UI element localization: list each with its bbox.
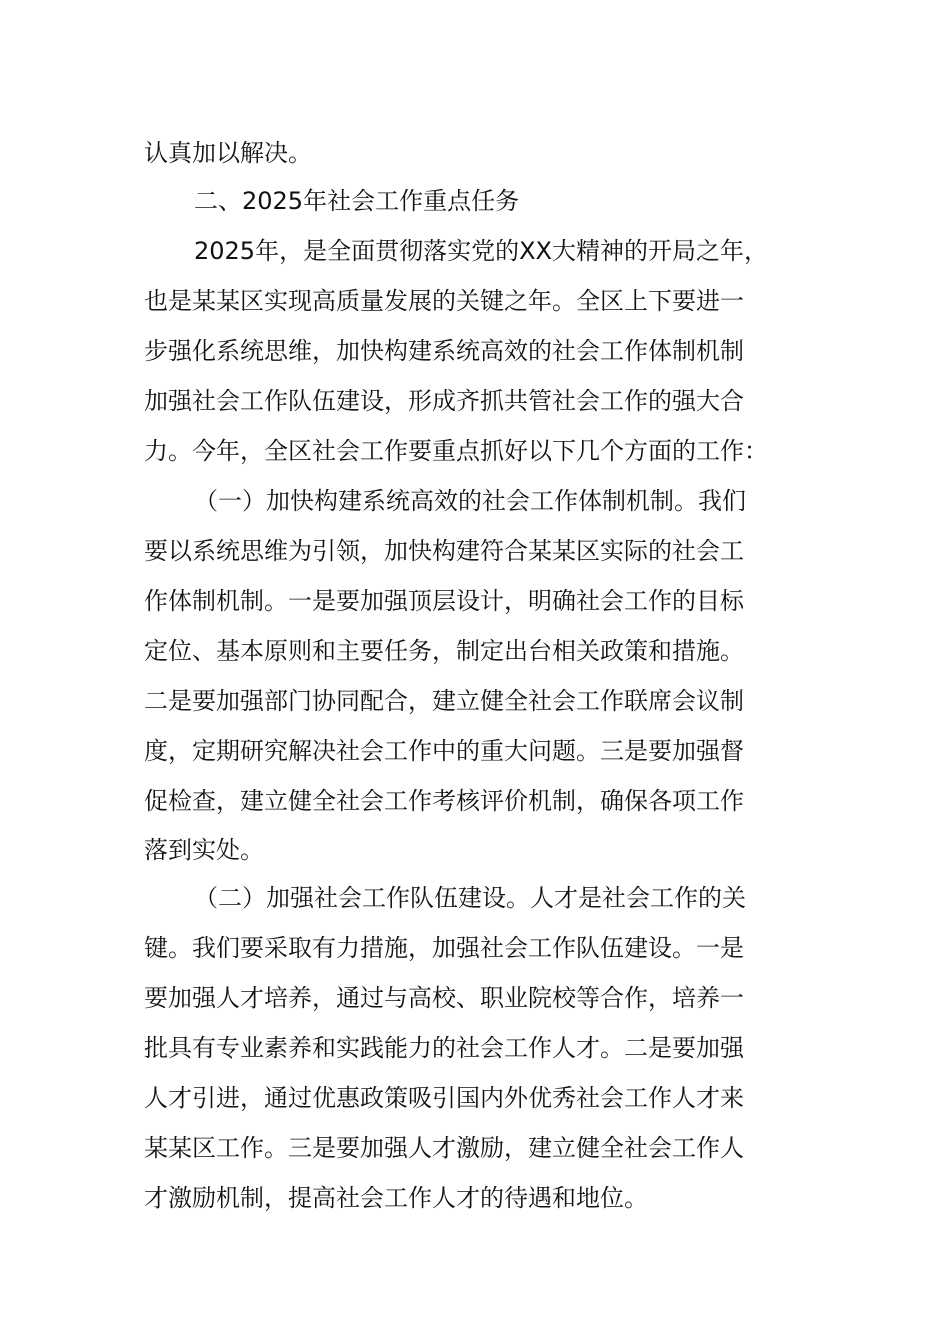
- text-line: 加强社会工作队伍建设，形成齐抓共管社会工作的强大合: [144, 387, 744, 415]
- text-line: 认真加以解决。: [144, 139, 312, 167]
- text-line: 要以系统思维为引领，加快构建符合某某区实际的社会工: [144, 537, 744, 565]
- text-line: 批具有专业素养和实践能力的社会工作人才。二是要加强: [144, 1034, 744, 1062]
- text-line: 步强化系统思维，加快构建系统高效的社会工作体制机制: [144, 337, 744, 365]
- subsection-heading: （二）加强社会工作队伍建设。人才是社会工作的关: [194, 884, 746, 912]
- text-line: 度，定期研究解决社会工作中的重大问题。三是要加强督: [144, 737, 744, 765]
- text-line: 才激励机制，提高社会工作人才的待遇和地位。: [144, 1184, 648, 1212]
- text-line: 也是某某区实现高质量发展的关键之年。全区上下要进一: [144, 287, 744, 315]
- text-line: 键。我们要采取有力措施，加强社会工作队伍建设。一是: [144, 934, 744, 962]
- text-line: 促检查，建立健全社会工作考核评价机制，确保各项工作: [144, 787, 744, 815]
- text-line: 力。今年，全区社会工作要重点抓好以下几个方面的工作：: [144, 437, 768, 465]
- text-line: 某某区工作。三是要加强人才激励，建立健全社会工作人: [144, 1134, 744, 1162]
- text-line: 2025年，是全面贯彻落实党的XX大精神的开局之年，: [194, 237, 768, 265]
- text-line: 二是要加强部门协同配合，建立健全社会工作联席会议制: [144, 687, 744, 715]
- subsection-heading: （一）加快构建系统高效的社会工作体制机制。我们: [194, 487, 746, 515]
- text-line: 人才引进，通过优惠政策吸引国内外优秀社会工作人才来: [144, 1084, 744, 1112]
- text-line: 要加强人才培养，通过与高校、职业院校等合作，培养一: [144, 984, 744, 1012]
- text-line: 落到实处。: [144, 836, 264, 864]
- text-line: 作体制机制。一是要加强顶层设计，明确社会工作的目标: [144, 587, 744, 615]
- text-line: 定位、基本原则和主要任务，制定出台相关政策和措施。: [144, 637, 744, 665]
- section-heading: 二、2025年社会工作重点任务: [194, 187, 520, 215]
